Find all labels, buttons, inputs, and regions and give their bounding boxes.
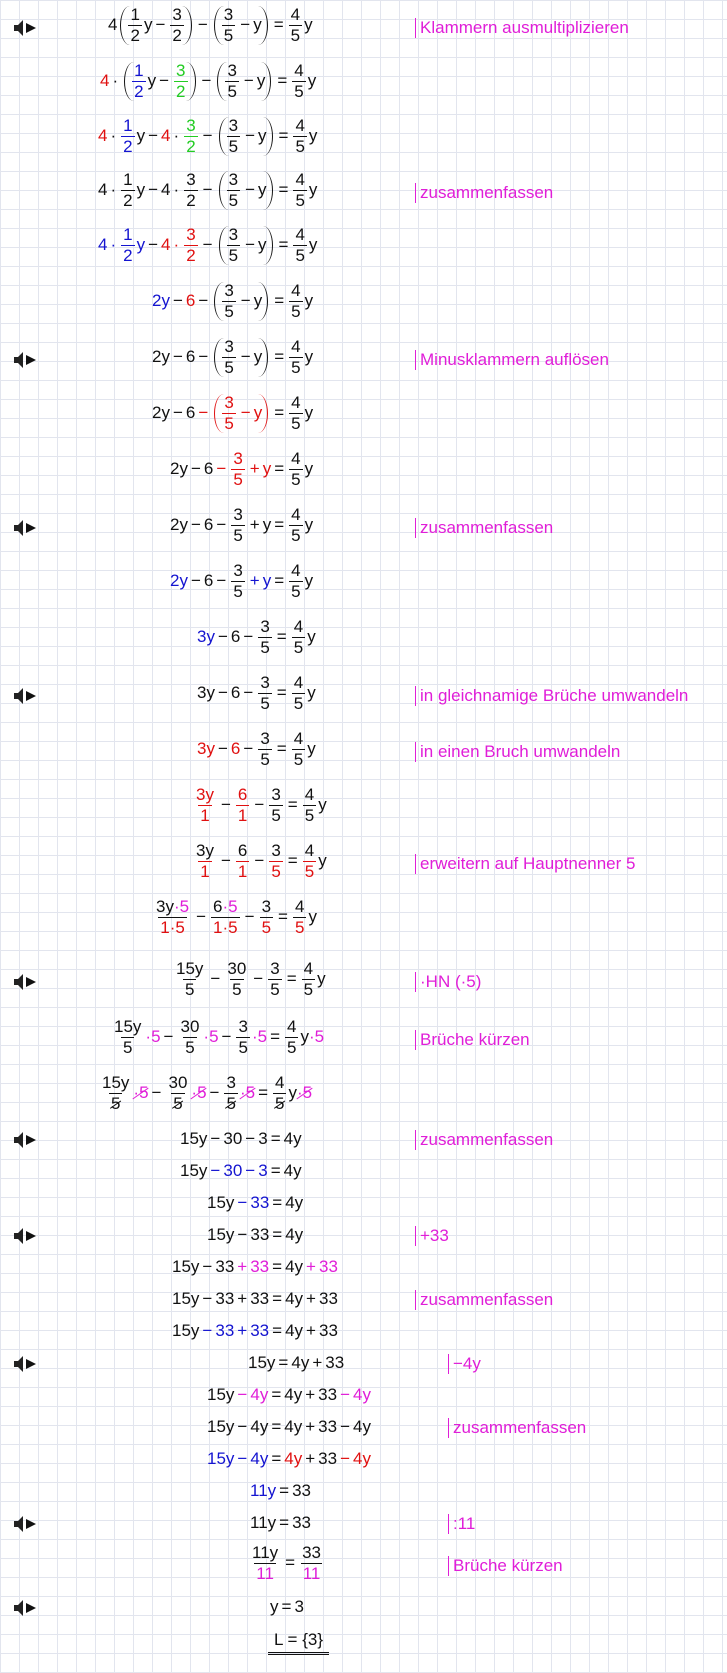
solution-set: L = {3} [268,1630,329,1655]
math-row-34 [0,1540,727,1592]
step-comment: in gleichnamige Brüche umwandeln [415,686,688,706]
equation: 15y − 4y = 4y + 33 − 4y [207,1449,371,1468]
math-row-13 [0,668,727,724]
math-row-1 [0,0,727,56]
math-row-9 [0,444,727,500]
equation: 15y − 33 = 4y [207,1225,304,1244]
math-row-23 [0,1188,727,1220]
math-row-18 [0,952,727,1012]
step-comment: Brüche kürzen [415,1030,530,1050]
math-row-27 [0,1316,727,1348]
equation: 4 $\frac{1}{2}$ y − $\frac{3}{2}$ − $\frac{3}{5}$ − y = $\frac{4}{5}$ y [108,5,313,45]
equation: $\frac{15y}{5}$ ·5 − $\frac{30}{5}$ ·5 − $\frac{3}{5}$ ·5 = $\frac{4}{5}$ y ·5 [114,1017,325,1057]
speaker-arrow-icon[interactable] [12,349,42,371]
math-row-35 [0,1592,727,1624]
math-row-15 [0,780,727,836]
math-row-33 [0,1508,727,1540]
math-row-30 [0,1412,727,1444]
equation: 2 y − 6 − $\frac{3}{5}$ + y = $\frac{4}{5}$ y [170,505,314,545]
math-row-17 [0,892,727,952]
math-row-8 [0,388,727,444]
step-comment: −4y [448,1354,481,1374]
step-comment: in einen Bruch umwandeln [415,742,620,762]
speaker-arrow-icon[interactable] [12,1513,42,1535]
math-row-10 [0,500,727,556]
equation: 15y − 4y = 4y + 33 − 4y [207,1385,371,1404]
equation: 15y − 33 + 33 = 4y + 33 [172,1321,338,1340]
equation: 15y − 4y = 4y + 33 − 4y [207,1417,371,1436]
speaker-arrow-icon[interactable] [12,1225,42,1247]
step-comment: zusammenfassen [448,1418,586,1438]
math-row-28 [0,1348,727,1380]
math-row-31 [0,1444,727,1476]
math-row-6 [0,276,727,332]
step-comment: zusammenfassen [415,183,553,203]
step-comment: zusammenfassen [415,518,553,538]
equation: 4 · $\frac{1}{2}$ y − $\frac{3}{2}$ − $\frac{3}{5}$ − y = $\frac{4}{5}$ y [100,61,317,101]
equation: 2 y − 6 − $\frac{3}{5}$ − y = $\frac{4}{5}$ y [152,337,314,377]
math-row-20 [0,1068,727,1124]
equation: 4 · $\frac{1}{2}$ y − 4 · $\frac{3}{2}$ − $\frac{3}{5}$ − y = $\frac{4}{5}$ y [98,116,318,156]
speaker-arrow-icon[interactable] [12,17,42,39]
equation: 15y − 30 − 3 = 4y [180,1161,302,1180]
math-row-21 [0,1124,727,1156]
step-comment: Brüche kürzen [448,1556,563,1576]
math-row-5 [0,220,727,276]
math-row-3 [0,112,727,166]
equation: 15y − 30 − 3 = 4y [180,1129,302,1148]
step-comment: zusammenfassen [415,1290,553,1310]
step-comment: zusammenfassen [415,1130,553,1150]
equation: 15y − 33 + 33 = 4y + 33 [172,1257,338,1276]
math-row-32 [0,1476,727,1508]
equation: 11y = 33 [250,1481,312,1500]
equation: 3 y − 6 − $\frac{3}{5}$ = $\frac{4}{5}$ y [197,729,316,769]
math-row-22 [0,1156,727,1188]
math-row-25 [0,1252,727,1284]
step-comment: erweitern auf Hauptnenner 5 [415,854,635,874]
math-row-7 [0,332,727,388]
math-row-4 [0,166,727,220]
equation: 2 y − 6 − $\frac{3}{5}$ + y = $\frac{4}{5}$ y [170,449,314,489]
equation: 11y = 33 [250,1513,312,1532]
equation: y = 3 [270,1597,304,1616]
step-comment: Minusklammern auflösen [415,350,609,370]
equation: $\frac{3y}{1}$ − $\frac{6}{1}$ − $\frac{3}{5}$ = $\frac{4}{5}$ y [196,785,327,825]
equation: 2 y − 6 − $\frac{3}{5}$ − y = $\frac{4}{5}$ y [152,281,314,321]
equation: 15y − 33 = 4y [207,1193,304,1212]
equation: $\frac{11y}{11}$ = $\frac{33}{11}$ [252,1543,322,1583]
equation: 2 y − 6 − $\frac{3}{5}$ + y = $\frac{4}{5}$ y [170,561,314,601]
math-row-26 [0,1284,727,1316]
speaker-arrow-icon[interactable] [12,971,42,993]
step-comment: Klammern ausmultiplizieren [415,18,629,38]
math-row-24 [0,1220,727,1252]
equation: 3 y − 6 − $\frac{3}{5}$ = $\frac{4}{5}$ y [197,617,316,657]
math-row-14 [0,724,727,780]
math-row-29 [0,1380,727,1412]
math-row-16 [0,836,727,892]
math-row-36 [0,1624,727,1664]
equation: 2 y − 6 − $\frac{3}{5}$ − y = $\frac{4}{5}$ y [152,393,314,433]
equation: 3 y − 6 − $\frac{3}{5}$ = $\frac{4}{5}$ y [197,673,316,713]
math-row-12 [0,612,727,668]
speaker-arrow-icon[interactable] [12,1353,42,1375]
equation: $\frac{3y}{1}$ − $\frac{6}{1}$ − $\frac{3}{5}$ = $\frac{4}{5}$ y [196,841,327,881]
speaker-arrow-icon[interactable] [12,1129,42,1151]
step-comment: ·HN (·5) [415,972,481,992]
equation: 15y = 4y + 33 [248,1353,345,1372]
equation: 4 · $\frac{1}{2}$ y − 4 · $\frac{3}{2}$ − $\frac{3}{5}$ − y = $\frac{4}{5}$ y [98,170,318,210]
equation: 4 · $\frac{1}{2}$ y − 4 · $\frac{3}{2}$ − $\frac{3}{5}$ − y = $\frac{4}{5}$ y [98,225,318,265]
math-row-11 [0,556,727,612]
speaker-arrow-icon[interactable] [12,685,42,707]
equation: $\frac{3y\cdot 5}{1\cdot 5}$ − $\frac{6\cdot 5}{1\cdot 5}$ − $\frac{3}{5}$ = $\frac{4}{5}$ y [156,897,317,937]
equation: $\frac{15y}{5}$ − $\frac{30}{5}$ − $\frac{3}{5}$ = $\frac{4}{5}$ y [176,959,326,999]
step-comment: +33 [415,1226,449,1246]
equation: 15y − 33 + 33 = 4y + 33 [172,1289,338,1308]
speaker-arrow-icon[interactable] [12,517,42,539]
equation: $\frac{15y}{5}$ ·5 − $\frac{30}{5}$ ·5 − $\frac{3}{5}$ ·5 = $\frac{4}{5}$ y ·5 [102,1073,313,1113]
step-comment: :11 [448,1514,475,1534]
math-row-19 [0,1012,727,1068]
math-row-2 [0,56,727,112]
speaker-arrow-icon[interactable] [12,1597,42,1619]
